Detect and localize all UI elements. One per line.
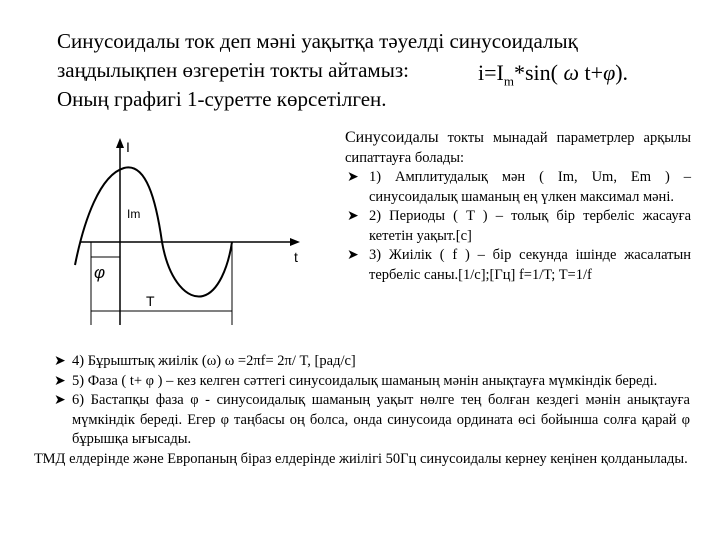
formula-mid: *sin( bbox=[513, 60, 558, 85]
formula-t: t+ bbox=[579, 60, 604, 85]
parameters-block bbox=[345, 128, 691, 285]
phi-label: φ bbox=[94, 263, 106, 282]
period-label: T bbox=[146, 293, 155, 309]
param-item-frequency bbox=[345, 246, 691, 285]
parameters-lead bbox=[345, 128, 691, 168]
lead-bold: Синусоидалы bbox=[345, 129, 439, 146]
param-item-initial-phase bbox=[30, 391, 690, 450]
intro-line-1: Синусоидалы ток деп мәні уақытқа тәуелді синусоидалық bbox=[57, 29, 578, 53]
formula-end: ). bbox=[615, 60, 629, 85]
param-item-angular-frequency bbox=[30, 352, 690, 372]
intro-line-3: Оның графигі 1-суретте көрсетілген. bbox=[57, 87, 387, 111]
im-label: Im bbox=[127, 207, 141, 221]
axis-i-label: I bbox=[126, 139, 130, 155]
arrow-bullet-icon: ➤ bbox=[54, 393, 66, 408]
arrow-bullet-icon: ➤ bbox=[347, 170, 359, 185]
formula-omega: ω bbox=[563, 60, 580, 85]
formula-sub: m bbox=[503, 73, 514, 89]
param-item-phase bbox=[30, 372, 690, 392]
param-item-text: 4) Бұрыштық жиілік (ω) ω =2πf= 2π/ T, [рад/с] bbox=[72, 353, 356, 369]
lower-block bbox=[30, 352, 690, 469]
param-item-text: 5) Фаза ( t+ φ ) – кез келген сәттегі синусоидалық шаманың мәнін анықтауға мүмкіндік береді. bbox=[72, 372, 658, 389]
param-item-text: 2) Периоды ( T ) – толық бір тербеліс жасауға кететін уақыт.[с] bbox=[369, 208, 691, 244]
arrow-bullet-icon: ➤ bbox=[347, 209, 359, 224]
formula-phi: φ bbox=[603, 60, 616, 85]
axis-t-label: t bbox=[294, 249, 298, 265]
param-item-amplitude bbox=[345, 168, 691, 207]
closing-text: ТМД елдерінде және Европаның біраз елдерінде жиілігі 50Гц синусоидалы кернеу кеңінен қолданылады. bbox=[34, 450, 688, 467]
param-item-text: 6) Бастапқы фаза φ - синусоидалық шаманың уақыт нөлге тең болған кездегі мәнін анықтауға мүмкіндік береді. Егер φ таңбасы оң болса, онда синусоида ордината өсі бойынша солға қарай φ бұрышқа ығысады. bbox=[72, 392, 690, 447]
param-item-text: 1) Амплитудалық мән ( Im, Um, Em ) – синусоидалық шаманың ең үлкен максимал мәні. bbox=[369, 169, 691, 205]
param-item-text: 3) Жиілік ( f ) – бір секунда ішінде жасалатын тербеліс саны.[1/с];[Гц] f=1/T; T=1/f bbox=[369, 247, 691, 283]
param-item-period bbox=[345, 207, 691, 246]
lead-rest: токты мынадай параметрлер арқылы сипаттауға болады: bbox=[345, 130, 691, 166]
t-axis-arrow bbox=[290, 238, 300, 246]
arrow-bullet-icon: ➤ bbox=[347, 248, 359, 263]
i-axis-arrow bbox=[116, 138, 124, 148]
arrow-bullet-icon: ➤ bbox=[54, 373, 66, 389]
intro-line-2: заңдылықпен өзгеретін токты айтамыз: bbox=[57, 58, 409, 82]
arrow-bullet-icon: ➤ bbox=[54, 354, 66, 369]
formula-left: i=I bbox=[478, 60, 504, 85]
